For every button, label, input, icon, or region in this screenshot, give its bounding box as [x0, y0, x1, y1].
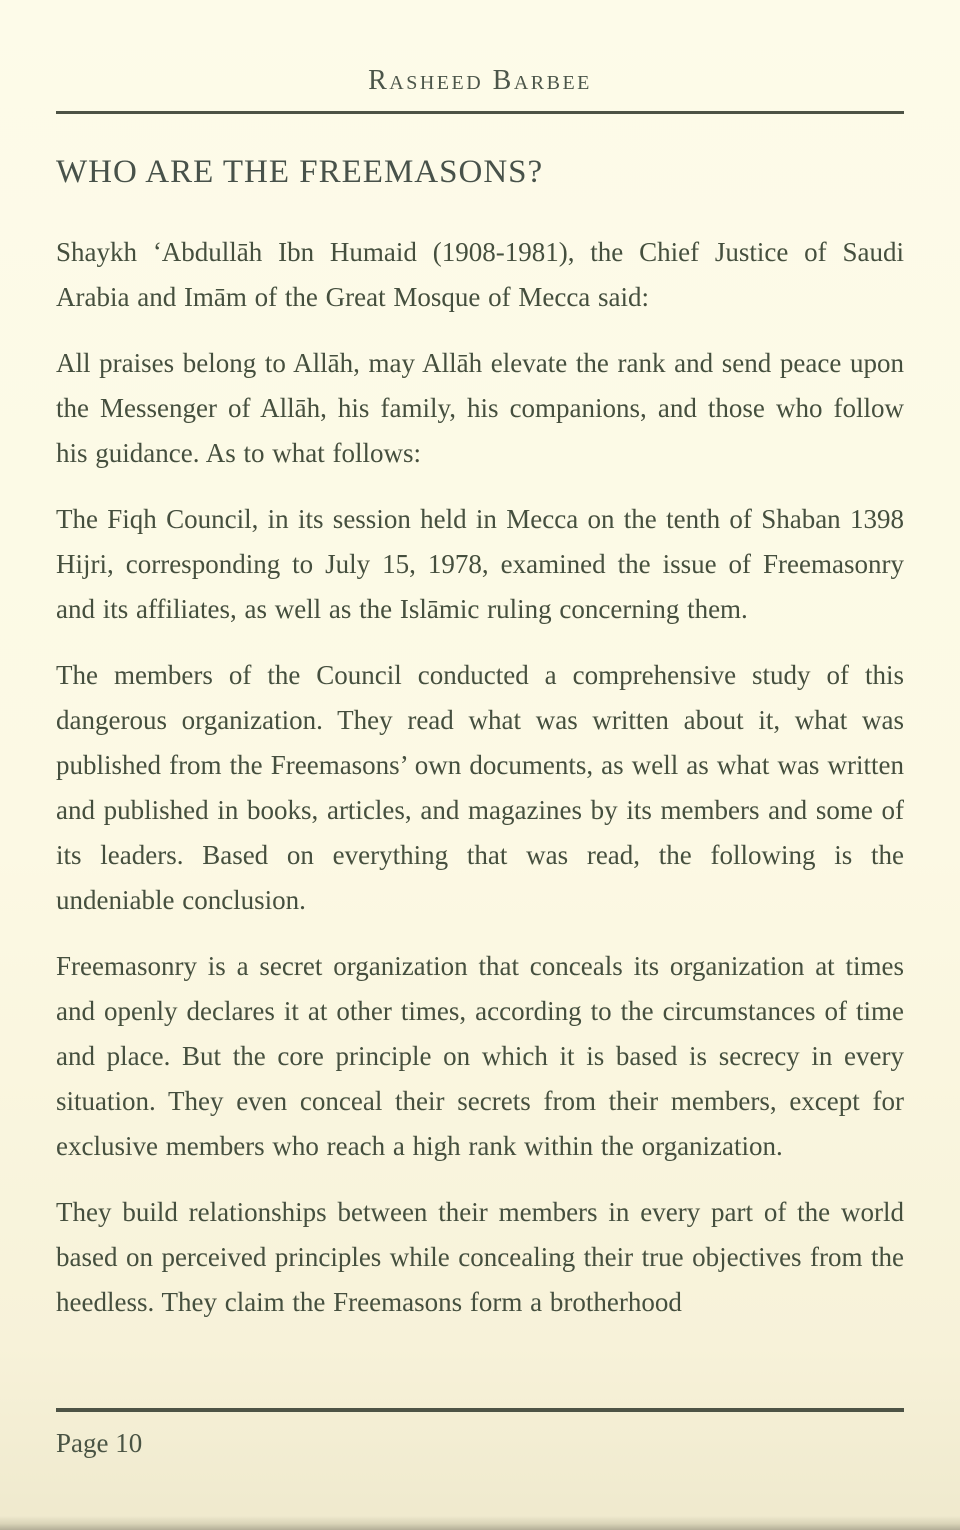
paragraph-opening-praise: All praises belong to Allāh, may Allāh elevate the rank and send peace upon the Messenger of Allāh, his family, his companions, and those who follow his guidance. As to what follows: — [56, 348, 904, 468]
paragraph-fiqh-council: The Fiqh Council, in its session held in Mecca on the tenth of Shaban 1398 Hijri, corresponding to July 15, 1978, examined the issue of Freemasonry and its affiliates, as well as the Islāmic ruling concerning them. — [56, 504, 904, 624]
paragraph-council-study: The members of the Council conducted a comprehensive study of this dangerous organization. They read what was written about it, what was published from the Freemasons’ own documents, as well as what was written and published in books, articles, and magazines by its members and some of its leaders. Based on everything that was read, the following is the undeniable conclusion. — [56, 660, 904, 915]
paragraph-secret-organization: Freemasonry is a secret organization that conceals its organization at times and openly declares it at other times, according to the circumstances of time and place. But the core principle on which it is based is secrecy in every situation. They even conceal their secrets from their members, except for exclusive members who reach a high rank within the organization. — [56, 951, 904, 1161]
footer-divider — [56, 1408, 904, 1412]
page-title: WHO ARE THE FREEMASONS? — [56, 154, 544, 190]
page-footer — [56, 1408, 904, 1459]
page-number: Page 10 — [56, 1428, 143, 1458]
paragraph-attribution: Shaykh ‘Abdullāh Ibn Humaid (1908-1981), the Chief Justice of Saudi Arabia and Imām of the Great Mosque of Mecca said: — [56, 237, 904, 312]
running-header: Rasheed Barbee — [368, 65, 592, 96]
paragraph-relationships: They build relationships between their members in every part of the world based on perceived principles while concealing their true objectives from the heedless. They claim the Freemasons form a brotherhood — [56, 1197, 904, 1317]
scan-edge-shadow — [0, 1516, 960, 1530]
header-divider — [56, 111, 904, 114]
body-text — [56, 230, 904, 1325]
